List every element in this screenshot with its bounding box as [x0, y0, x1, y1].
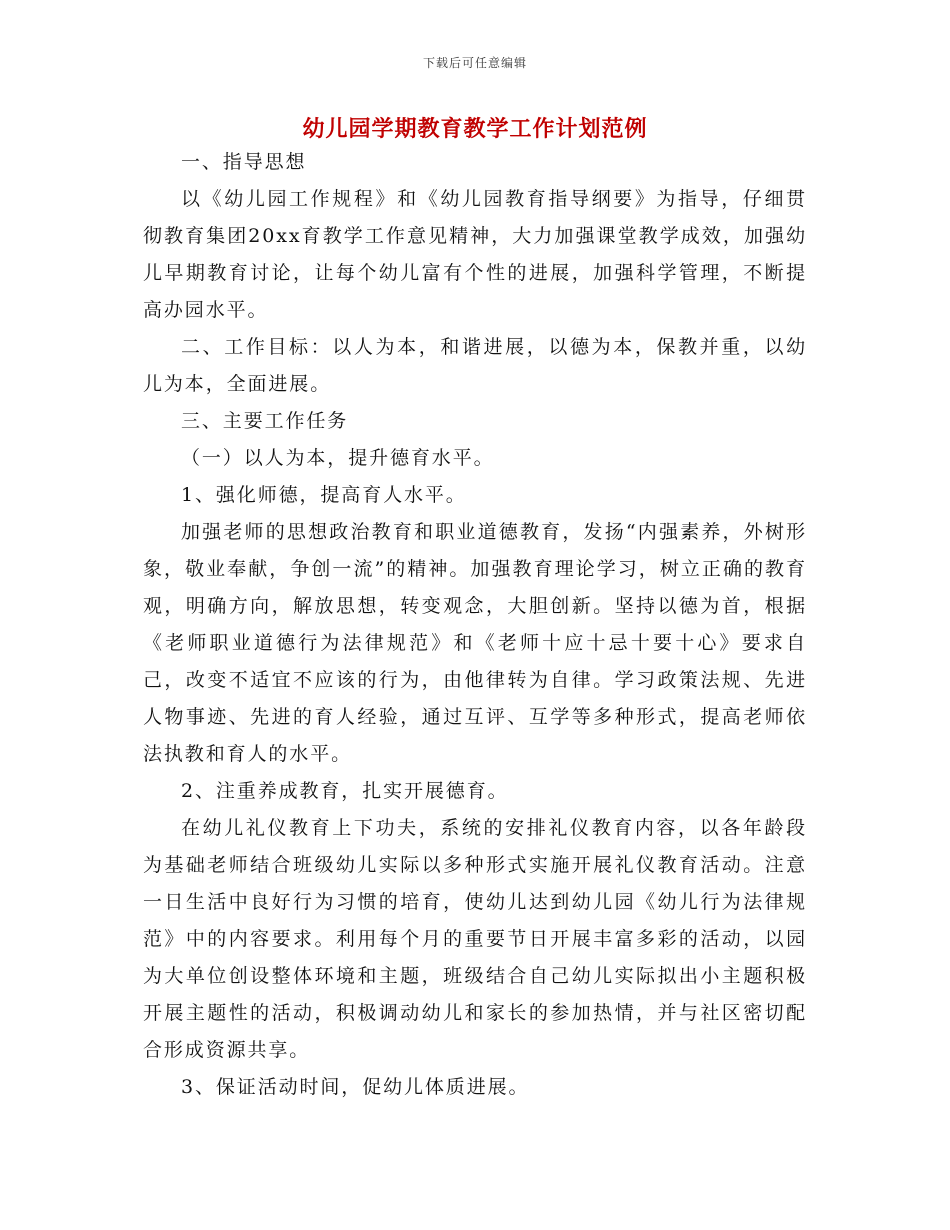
paragraph-habit-education: 在幼儿礼仪教育上下功夫，系统的安排礼仪教育内容，以各年龄段为基础老师结合班级幼儿实际以多种形式实施开展礼仪教育活动。注意一日生活中良好行为习惯的培育，使幼儿达到幼儿园《幼儿行为法律规范》中的内容要求。利用每个月的重要节日开展丰富多彩的活动，以园为大单位创设整体环境和主题，班级结合自己幼儿实际拟出小主题积极开展主题性的活动，积极调动幼儿和家长的参加热情，并与社区密切配合形成资源共享。 [143, 817, 807, 1061]
header-note: 下载后可任意编辑 [422, 56, 527, 70]
section-heading-guiding-thought: 一、指导思想 [181, 151, 307, 173]
item-heading-teacher-ethics: 1、强化师德，提高育人水平。 [181, 484, 467, 506]
subsection-heading-moral-education: （一）以人为本，提升德育水平。 [181, 447, 495, 469]
paragraph-teacher-ethics: 加强老师的思想政治教育和职业道德教育，发扬“内强素养，外树形象，敬业奉献，争创一流”的精神。加强教育理论学习，树立正确的教育观，明确方向，解放思想，转变观念，大胆创新。坚持以德为首，根据《老师职业道德行为法律规范》和《老师十应十忌十要十心》要求自己，改变不适宜不应该的行为，由他律转为自律。学习政策法规、先进人物事迹、先进的育人经验，通过互评、互学等多种形式，提高老师依法执教和育人的水平。 [143, 521, 807, 765]
document-title: 幼儿园学期教育教学工作计划范例 [302, 116, 648, 142]
item-heading-habit-education: 2、注重养成教育，扎实开展德育。 [181, 780, 509, 802]
item-heading-activity-time: 3、保证活动时间，促幼儿体质进展。 [181, 1076, 530, 1098]
paragraph-guiding-thought: 以《幼儿园工作规程》和《幼儿园教育指导纲要》为指导，仔细贯彻教育集团20xx育教学工作意见精神，大力加强课堂教学成效，加强幼儿早期教育讨论，让每个幼儿富有个性的进展，加强科学管理，不断提高办园水平。 [143, 188, 807, 321]
section-heading-work-goals: 二、工作目标：以人为本，和谐进展，以德为本，保教并重，以幼儿为本，全面进展。 [143, 336, 807, 395]
section-heading-main-tasks: 三、主要工作任务 [181, 410, 349, 432]
document-body [143, 144, 807, 1106]
